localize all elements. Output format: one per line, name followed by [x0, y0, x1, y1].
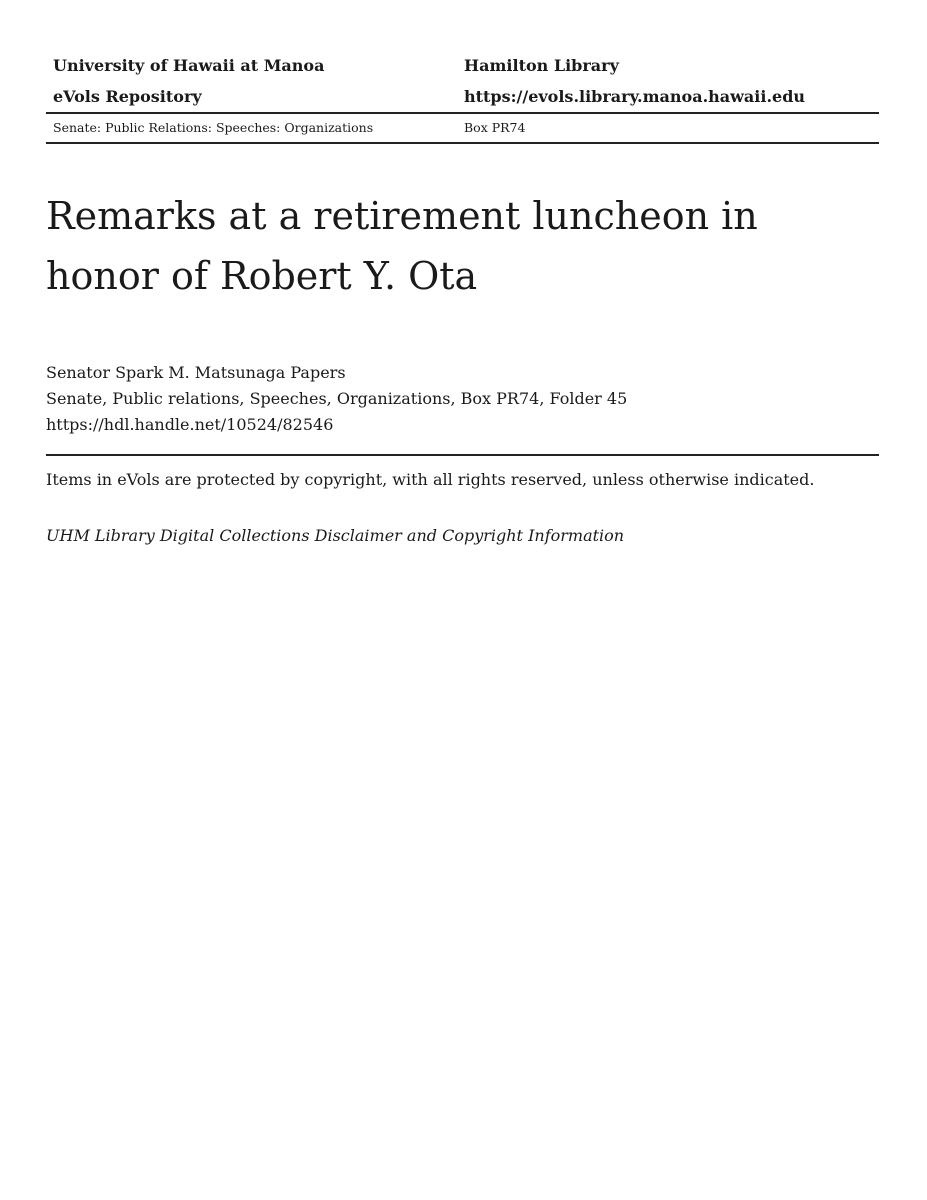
copyright-notice: Items in eVols are protected by copyright, with all rights reserved, unless otherwise indicated. — [46, 470, 815, 489]
document-title: Remarks at a retirement luncheon in honor of Robert Y. Ota — [46, 194, 758, 298]
metadata-divider — [46, 454, 879, 456]
collection-name: Senator Spark M. Matsunaga Papers — [46, 363, 346, 382]
disclaimer-link[interactable]: UHM Library Digital Collections Disclaimer and Copyright Information — [46, 526, 625, 545]
header-row-1 — [46, 50, 879, 81]
header-row-2 — [46, 81, 879, 112]
collection-path: Senate: Public Relations: Speeches: Organizations — [53, 120, 374, 135]
repository-url[interactable]: https://evols.library.manoa.hawaii.edu — [464, 87, 806, 106]
library-name: Hamilton Library — [464, 56, 619, 75]
header-row-3 — [46, 114, 879, 142]
institution-name: University of Hawaii at Manoa — [53, 56, 325, 75]
handle-link[interactable]: https://hdl.handle.net/10524/82546 — [46, 415, 334, 434]
box-label: Box PR74 — [464, 120, 526, 135]
document-metadata — [46, 360, 627, 438]
document-header — [46, 50, 879, 144]
folder-location: Senate, Public relations, Speeches, Organizations, Box PR74, Folder 45 — [46, 389, 628, 408]
repository-name: eVols Repository — [53, 87, 202, 106]
header-divider-bottom — [46, 142, 879, 144]
